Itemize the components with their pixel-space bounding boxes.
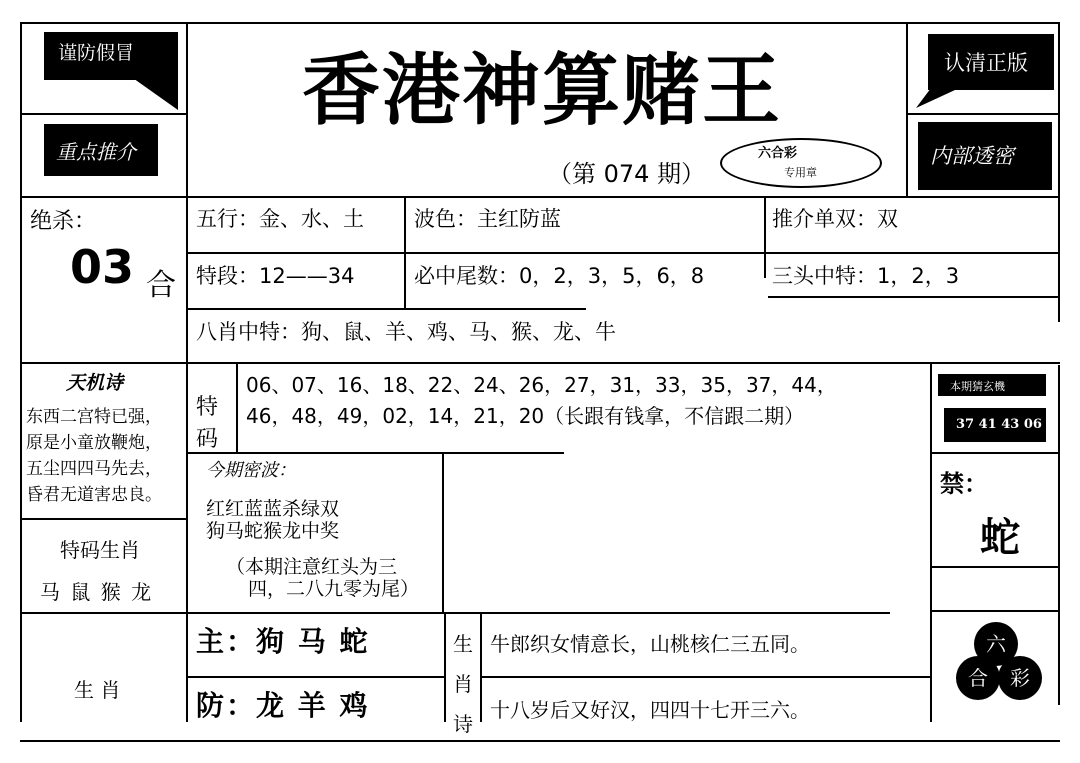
tema-numbers-line-1: 06、07、16、18、22、24、26，27，31，33，35，37，44， [246,373,837,397]
badge-fake-warning-text: 谨防假冒 [58,42,135,64]
speech-tail-icon [120,76,180,112]
col-divider [764,196,766,278]
tema-shengxiao-value: 马 鼠 猴 龙 [40,580,154,604]
row-divider [768,296,1060,298]
row-divider [20,612,890,614]
shi-label-1: 生 [453,632,473,656]
col-divider [236,362,238,454]
row-divider [930,610,1060,612]
santou-text: 三头中特：1，2，3 [772,264,960,288]
col-divider [404,196,406,308]
guess-numbers-box: 37 41 43 06 [944,408,1046,442]
header-divider-left [186,22,188,197]
shengxiao-label: 生 肖 [74,678,121,702]
row-divider [186,252,1060,254]
kill-number: 03 [70,240,135,294]
jin-value: 蛇 [980,515,1020,561]
tianji-line: 原是小童放鞭炮， [26,433,162,453]
shi-label-3: 诗 [453,712,473,736]
jin-label: 禁： [940,470,988,498]
tianji-line: 东西二宫特已强， [26,407,162,427]
col-divider [444,612,446,722]
mibo-title: 今期密波： [206,460,296,481]
mibo-line: （本期注意红头为三 [226,556,398,578]
row-divider [930,566,1060,568]
right-border-lower [1058,365,1060,705]
badge-fake-warning [44,32,178,80]
col-divider [186,362,188,722]
badge-genuine: 认清正版 [928,34,1054,90]
guess-title-box: 本期猜玄機 [938,374,1046,396]
row-divider [20,196,1060,198]
bose-text: 波色：主红防蓝 [414,207,561,231]
row-divider [20,362,1060,364]
col-divider [930,362,932,722]
kill-label: 绝杀： [30,209,97,234]
page-title: 香港神算赌王 [302,46,783,136]
badge-inside-secret: 内部透密 [918,122,1052,190]
mibo-line: 狗马蛇猴龙中奖 [206,520,340,542]
header-divider-right [906,22,908,197]
kill-unit: 合 [146,268,176,303]
row-divider [186,452,564,454]
shi-line-1: 牛郎织女情意长，山桃核仁三五同。 [490,632,810,656]
left-border [20,22,22,722]
speech-tail-icon [914,84,970,110]
wuxing-text: 五行：金、水、土 [196,207,364,231]
header-right-split [906,113,1060,115]
bottom-border [20,740,1060,742]
row-divider [186,308,586,310]
weishu-text: 必中尾数：0，2，3，5，6，8 [414,264,705,288]
row-divider [482,676,930,678]
row-divider [20,518,186,520]
shi-label-2: 肖 [453,672,473,696]
col-divider [480,612,482,722]
tianji-line: 五尘四四马先去， [26,459,162,479]
official-stamp: 六合彩 专用章 [720,138,882,188]
right-border [1058,22,1060,322]
row-divider [930,452,1060,454]
shengxiao-fang: 防：龙 羊 鸡 [196,689,370,722]
tema-shengxiao-label: 特码生肖 [60,538,140,562]
shi-line-2: 十八岁后又好汉，四四十七开三六。 [490,698,810,722]
row-divider [186,676,444,678]
shengxiao-main: 主：狗 马 蛇 [196,625,370,658]
tianji-title: 天机诗 [66,372,124,394]
teduan-text: 特段：12——34 [196,264,355,288]
tema-label-1: 特 [196,395,219,420]
tema-label-2: 码 [196,427,219,452]
logo-ball-icon: 合 [956,656,1000,700]
col-divider [442,452,444,612]
issue-number: （第 074 期） [548,160,706,188]
mibo-line: 四，二八九零为尾） [248,578,420,600]
logo-ball-icon: 彩 [998,656,1042,700]
badge-key-recommend: 重点推介 [44,124,158,176]
logo-ball-icon: 六 [974,622,1018,666]
danshuang-text: 推介单双：双 [772,207,898,231]
baxiao-text: 八肖中特：狗、鼠、羊、鸡、马、猴、龙、牛 [196,320,616,344]
header-left-split [20,113,186,115]
tianji-line: 昏君无道害忠良。 [26,485,162,505]
col-divider [186,196,188,364]
tema-numbers-line-2: 46，48，49，02，14，21，20（长跟有钱拿，不信跟二期） [246,404,805,428]
mibo-line: 红红蓝蓝杀绿双 [206,498,340,520]
top-border [20,22,1060,24]
